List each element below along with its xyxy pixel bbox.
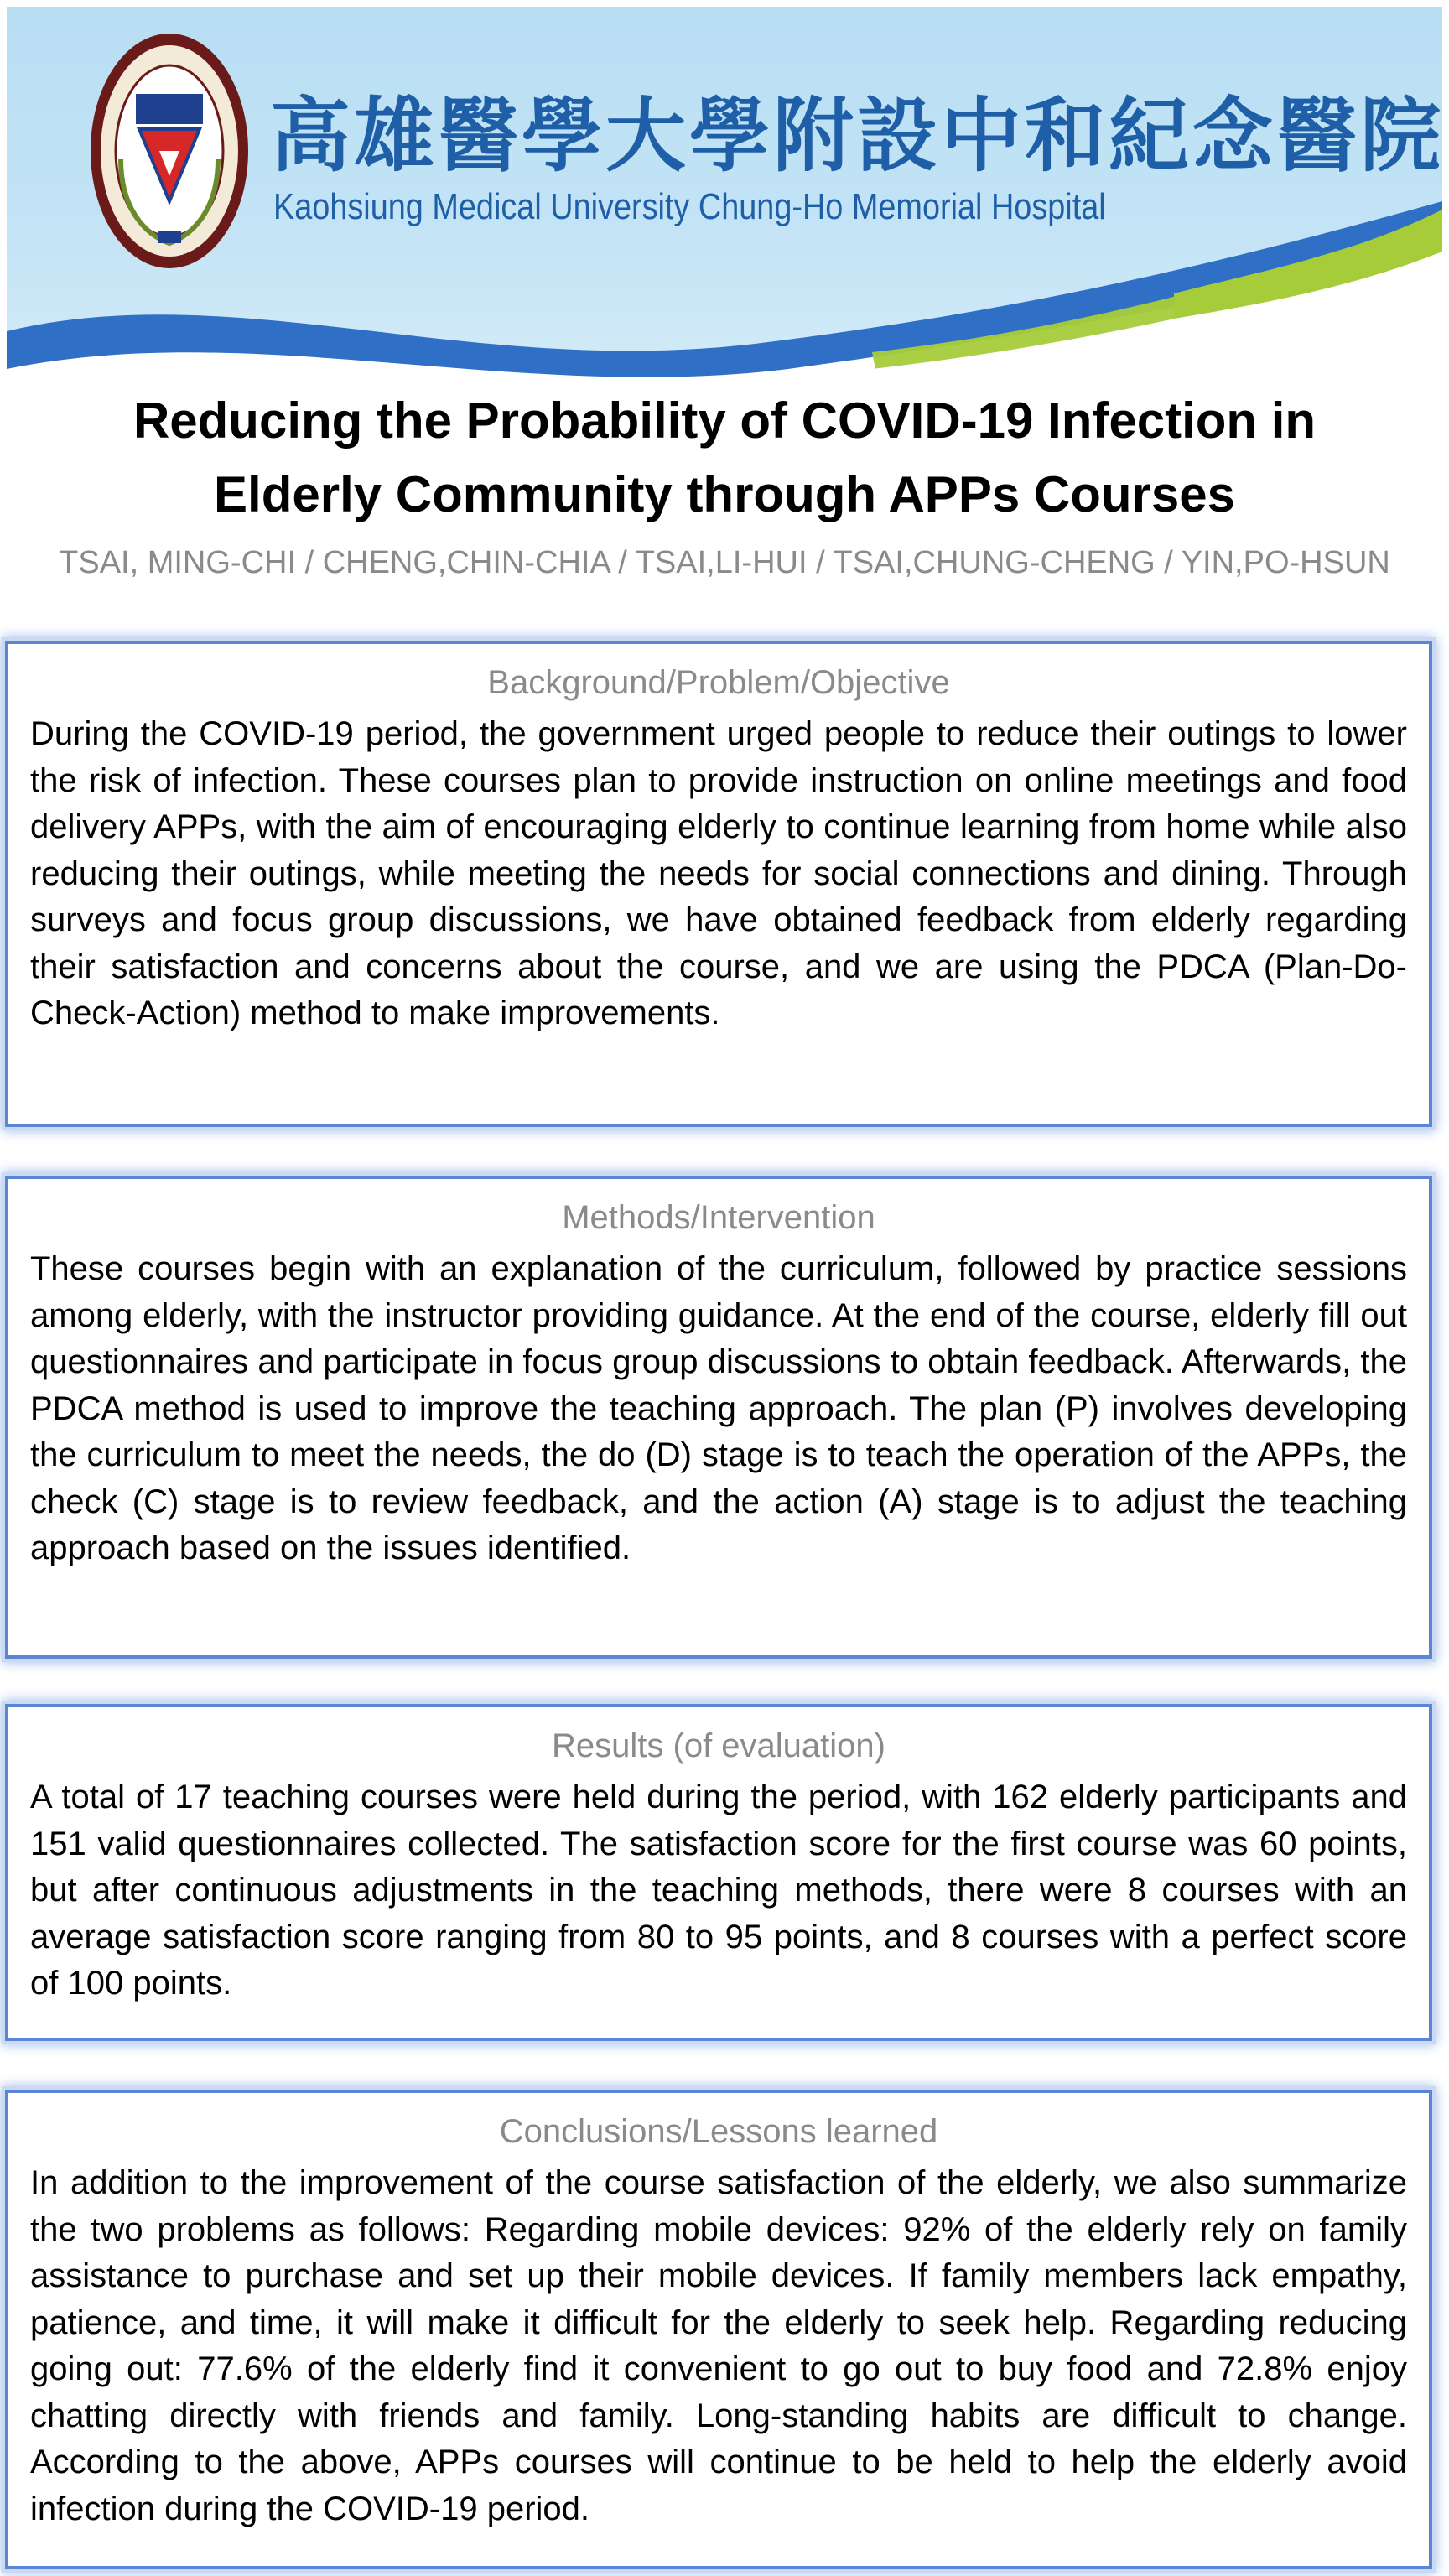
author-list: TSAI, MING-CHI / CHENG,CHIN-CHIA / TSAI,LI-HUI / TSAI,CHUNG-CHENG / YIN,PO-HSUN bbox=[59, 545, 1390, 580]
hospital-name-english: Kaohsiung Medical University Chung-Ho Memorial Hospital bbox=[273, 186, 1106, 227]
section-body-text: A total of 17 teaching courses were held during the period, with 162 elderly participants and 151 valid questionnaires collected. The satisfaction score for the first course was 60 points, but after continuous adjustments in the teaching methods, there were 8 courses with an average satisfaction score ranging from 80 to 95 points, and 8 courses with a perfect score of 100 points. bbox=[30, 1779, 1407, 2002]
results-section bbox=[5, 1704, 1432, 2041]
poster-title bbox=[0, 384, 1449, 532]
section-body-text: During the COVID-19 period, the government urged people to reduce their outings to lower the risk of infection. These courses plan to provide instruction on online meetings and food delivery APPs, with the aim of encouraging elderly to continue learning from home while also reducing their outings, while meeting the needs for social connections and dining. Through surveys and focus group discussions, we have obtained feedback from elderly regarding their satisfaction and concerns about the course, and we are using the PDCA (Plan-Do-Check-Action) method to make improvements. bbox=[30, 715, 1407, 1031]
poster-title-text: Reducing the Probability of COVID-19 Infection in Elderly Community through APPs Courses bbox=[132, 392, 1317, 522]
conclusions-section bbox=[5, 2090, 1432, 2569]
section-body-text: In addition to the improvement of the course satisfaction of the elderly, we also summarize the two problems as follows: Regarding mobile devices: 92% of the elderly rely on family assistance to purchase and set up their mobile devices. If family members lack empathy, patience, and time, it will make it difficult for the elderly to seek help. Regarding reducing going out: 77.6% of the elderly find it convenient to go out to buy food and 72.8% enjoy chatting directly with friends and family. Long-standing habits are difficult to change. According to the above, APPs courses will continue to be held to help the elderly avoid infection during the COVID-19 period. bbox=[30, 2164, 1407, 2527]
hospital-name-chinese: 高雄醫學大學附設中和紀念醫院 bbox=[270, 89, 1444, 183]
section-heading: Methods/Intervention bbox=[562, 1199, 875, 1236]
section-heading: Background/Problem/Objective bbox=[487, 664, 950, 701]
background-section bbox=[5, 641, 1432, 1127]
hospital-seal-icon bbox=[87, 25, 252, 277]
section-body-text: These courses begin with an explanation of the curriculum, followed by practice sessions among elderly, with the instructor providing guidance. At the end of the course, elderly fill out questionnaires and participate in focus group discussions to obtain feedback. Afterwards, the PDCA method is used to improve the teaching approach. The plan (P) involves developing the curriculum to meet the needs, the do (D) stage is to teach the operation of the APPs, the check (C) stage is to review feedback, and the action (A) stage is to adjust the teaching approach based on the issues identified. bbox=[30, 1250, 1407, 1566]
section-heading: Results (of evaluation) bbox=[552, 1727, 886, 1764]
section-heading: Conclusions/Lessons learned bbox=[499, 2113, 938, 2150]
methods-section bbox=[5, 1176, 1432, 1659]
hospital-banner bbox=[0, 0, 1449, 394]
